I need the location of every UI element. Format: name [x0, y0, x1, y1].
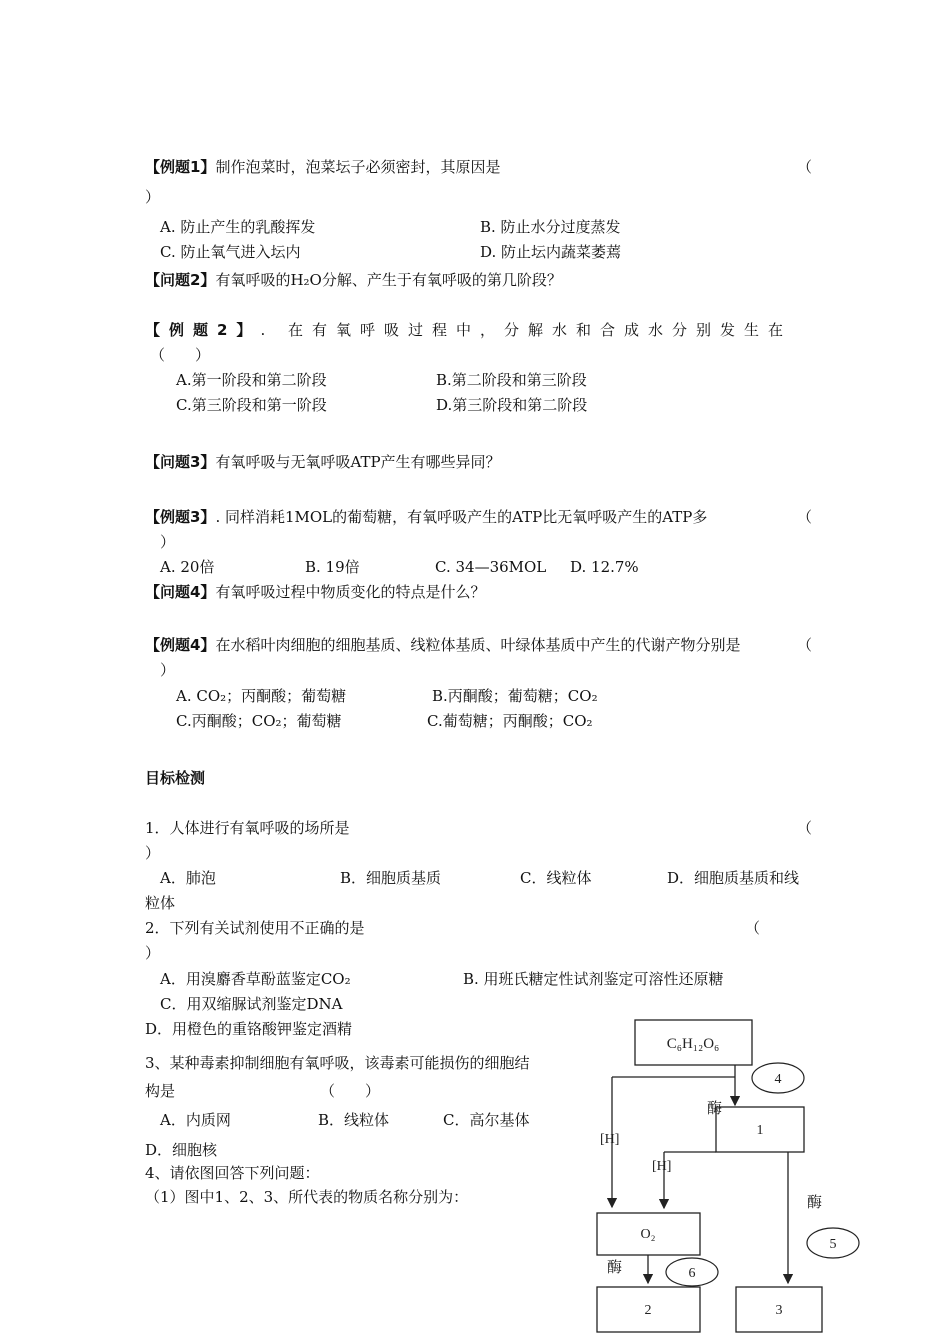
enzyme-label-1: 酶: [707, 1101, 723, 1117]
test-4-sub-question-1: （1）图中1、2、3、所代表的物质名称分别为：: [145, 1188, 469, 1206]
test-2-option-a: A．用溴麝香草酚蓝鉴定CO₂: [160, 970, 351, 988]
enzyme-label-right: 酶: [807, 1195, 823, 1211]
test-2-option-b: B. 用班氏糖定性试剂鉴定可溶性还原糖: [463, 970, 724, 988]
example-2-paren: （ ）: [150, 346, 211, 364]
glucose-label: C₆H₁₂O₆: [666, 1036, 720, 1052]
example-3-option-b: B. 19倍: [305, 558, 360, 576]
example-2-option-a: A.第一阶段和第二阶段: [176, 371, 327, 389]
test-1-option-c: C．线粒体: [520, 869, 592, 887]
test-3-paren: （ ）: [320, 1082, 381, 1100]
test-1-paren-close: ）: [145, 844, 161, 862]
example-1-paren-open: （: [797, 158, 813, 176]
test-1-option-d: D．细胞质基质和线: [667, 869, 800, 887]
example-4-option-d: C.葡萄糖；丙酮酸；CO₂: [427, 712, 593, 730]
test-3-option-d: D．细胞核: [145, 1141, 218, 1159]
question-4-text: 有氧呼吸过程中物质变化的特点是什么？: [215, 583, 486, 601]
example-3-option-a: A. 20倍: [160, 558, 215, 576]
box-2-label: 2: [644, 1303, 652, 1318]
test-3-option-a: A．内质网: [160, 1111, 231, 1129]
example-1-option-a: A. 防止产生的乳酸挥发: [160, 218, 316, 236]
example-1-option-d: D. 防止坛内蔬菜萎蔫: [480, 243, 622, 261]
test-3-stem-line-2: [145, 1081, 380, 1101]
box-1-label: 1: [756, 1123, 764, 1138]
example-1-paren-close: ）: [145, 188, 161, 206]
example-2-title: 【例题2】: [145, 321, 261, 339]
h-mid-label: [H]: [652, 1159, 672, 1174]
question-4-title: 【问题4】: [145, 583, 216, 601]
test-2-stem: 2．下列有关试剂使用不正确的是: [145, 919, 365, 937]
circle-5-label: 5: [829, 1237, 837, 1252]
h-left-label: [H]: [600, 1132, 620, 1147]
test-3-option-b: B．线粒体: [318, 1111, 390, 1129]
test-2-paren-open: （: [745, 919, 761, 937]
section-title: 目标检测: [145, 769, 206, 787]
example-4-option-b: B.丙酮酸；葡萄糖；CO₂: [432, 687, 598, 705]
example-3-paren-open: （: [797, 508, 813, 526]
question-3-text: 有氧呼吸与无氧呼吸ATP产生有哪些异同？: [215, 453, 501, 471]
example-3-stem: . 同样消耗1MOL的葡萄糖，有氧呼吸产生的ATP比无氧呼吸产生的ATP多: [215, 508, 708, 526]
example-2-option-c: C.第三阶段和第一阶段: [176, 396, 327, 414]
test-2-option-d: D．用橙色的重铬酸钾鉴定酒精: [145, 1020, 353, 1038]
example-4-stem: 在水稻叶肉细胞的细胞基质、线粒体基质、叶绿体基质中产生的代谢产物分别是: [215, 636, 741, 654]
circle-6-label: 6: [688, 1266, 696, 1281]
example-3-option-d: D. 12.7%: [570, 558, 639, 576]
question-3-line: [145, 452, 501, 472]
test-1-option-b: B．细胞质基质: [340, 869, 442, 887]
test-2-paren-close: ）: [145, 944, 161, 962]
test-3-stem-2: 构是: [145, 1082, 176, 1100]
o2-label: O₂: [640, 1227, 656, 1242]
test-1-paren-open: （: [797, 819, 813, 837]
example-1-title: 【例题1】: [145, 158, 216, 176]
example-3-line: [145, 507, 707, 527]
example-1-option-c: C. 防止氧气进入坛内: [160, 243, 301, 261]
example-2-option-d: D.第三阶段和第二阶段: [436, 396, 588, 414]
example-4-option-a: A. CO₂；丙酮酸；葡萄糖: [176, 687, 347, 705]
question-4-line: [145, 582, 485, 602]
enzyme-label-bottom: 酶: [607, 1260, 623, 1276]
test-1-stem: 1．人体进行有氧呼吸的场所是: [145, 819, 350, 837]
example-2-stem: . 在有氧呼吸过程中，分解水和合成水分别发生在: [260, 321, 792, 339]
test-1-option-d-wrap: 粒体: [145, 894, 176, 912]
example-1-line: [145, 157, 500, 177]
example-3-title: 【例题3】: [145, 508, 216, 526]
test-3-option-c: C．高尔基体: [443, 1111, 530, 1129]
example-4-line: [145, 635, 740, 655]
question-2-title: 【问题2】: [145, 271, 216, 289]
test-1-option-a: A．肺泡: [160, 869, 216, 887]
example-3-option-c: C. 34—36MOL: [435, 558, 547, 576]
example-3-paren-close: ）: [160, 533, 176, 551]
question-2-line: [145, 270, 562, 290]
example-2-line: [145, 320, 792, 340]
example-4-paren-open: （: [797, 636, 813, 654]
test-2-option-c: C．用双缩脲试剂鉴定DNA: [160, 995, 343, 1013]
question-3-title: 【问题3】: [145, 453, 216, 471]
question-2-text: 有氧呼吸的H₂O分解、产生于有氧呼吸的第几阶段？: [215, 271, 562, 289]
example-2-option-b: B.第二阶段和第三阶段: [436, 371, 587, 389]
example-4-paren-close: ）: [160, 661, 176, 679]
example-1-stem: 制作泡菜时，泡菜坛子必须密封，其原因是: [215, 158, 501, 176]
test-3-stem: 3、某种毒素抑制细胞有氧呼吸，该毒素可能损伤的细胞结: [145, 1054, 530, 1072]
circle-4-label: 4: [774, 1072, 782, 1087]
respiration-diagram: [590, 1015, 950, 1344]
example-4-option-c: C.丙酮酸；CO₂；葡萄糖: [176, 712, 342, 730]
example-1-option-b: B. 防止水分过度蒸发: [480, 218, 621, 236]
test-4-stem: 4、请依图回答下列问题：: [145, 1164, 320, 1182]
box-3-label: 3: [775, 1303, 783, 1318]
example-4-title: 【例题4】: [145, 636, 216, 654]
